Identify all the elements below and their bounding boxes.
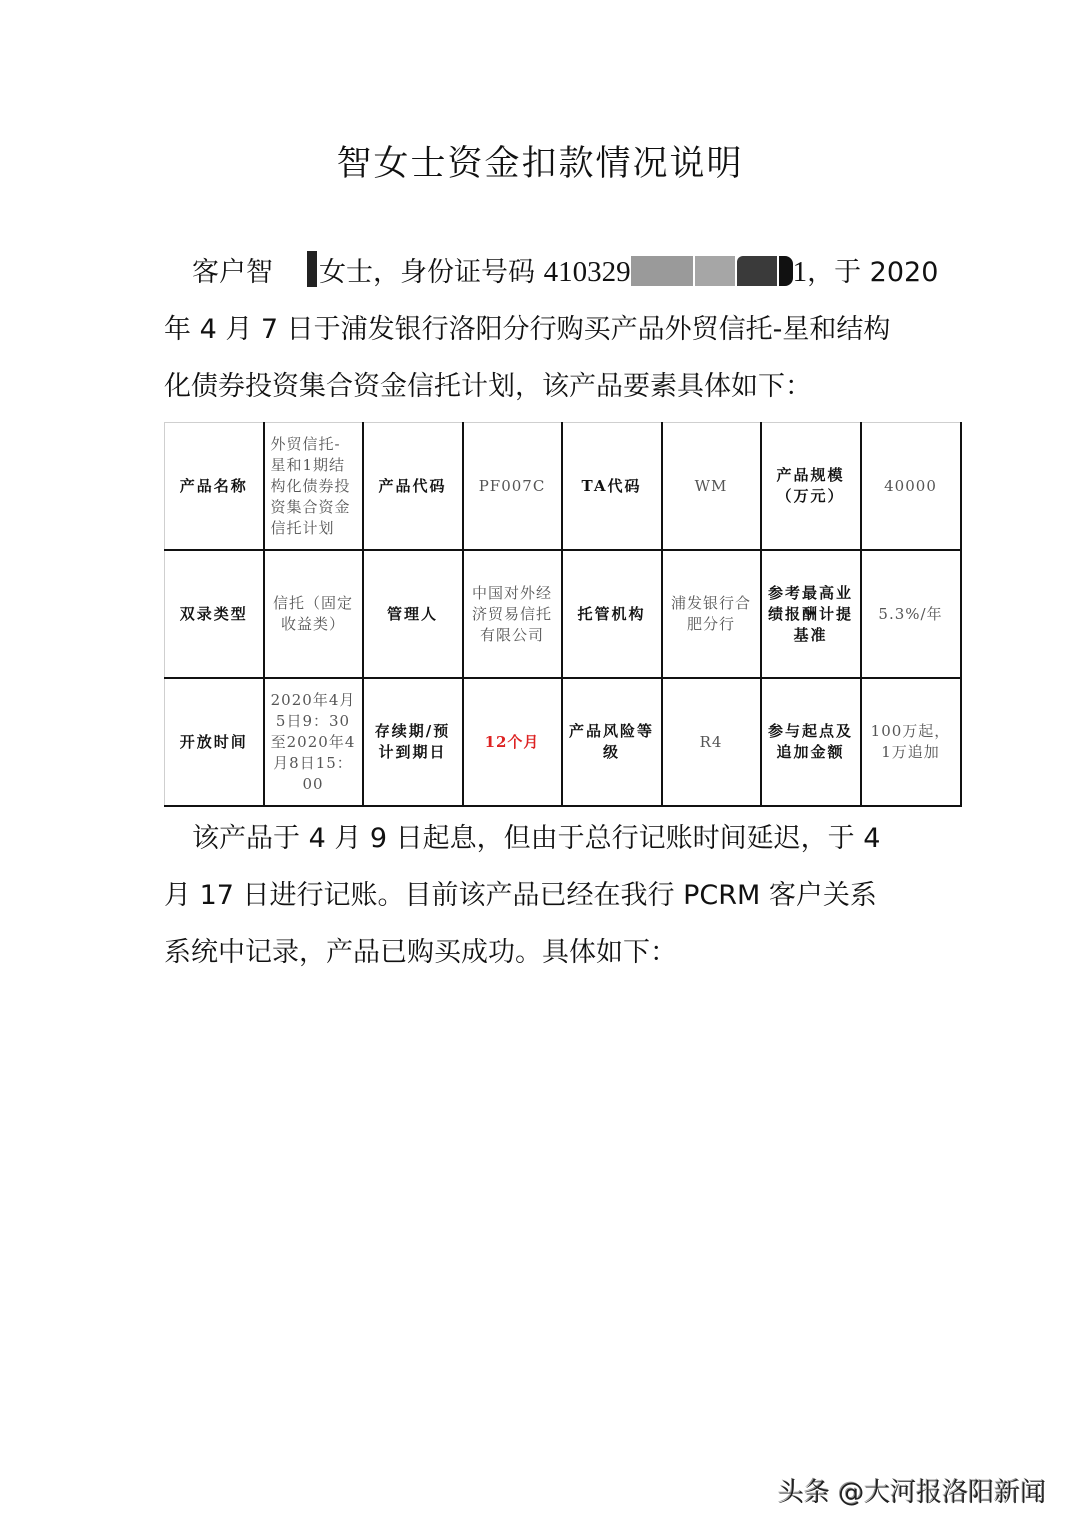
label-product-code: 产品代码 bbox=[363, 423, 463, 551]
status-line-2: 月 17 日进行记账。目前该产品已经在我行 PCRM 客户关系 bbox=[164, 880, 877, 911]
label-open-time: 开放时间 bbox=[165, 678, 264, 806]
label-product-scale: 产品规模（万元） bbox=[761, 423, 861, 551]
value-ta-code: WM bbox=[662, 423, 761, 551]
value-min-investment: 100万起，1万追加 bbox=[861, 678, 961, 806]
label-custodian: 托管机构 bbox=[562, 550, 662, 678]
intro-line-1 bbox=[164, 244, 939, 301]
value-product-name: 外贸信托-星和1期结构化债券投资集合资金信托计划 bbox=[264, 423, 363, 551]
status-line-1: 该产品于 4 月 9 日起息，但由于总行记账时间延迟，于 4 bbox=[192, 823, 881, 854]
table-row bbox=[165, 423, 961, 551]
redacted-id-block bbox=[631, 256, 693, 286]
redacted-id-block bbox=[695, 256, 735, 286]
source-watermark: 头条 @大河报洛阳新闻 bbox=[778, 1478, 1047, 1508]
table-row bbox=[165, 550, 961, 678]
value-product-scale: 40000 bbox=[861, 423, 961, 551]
id-suffix: 1 bbox=[792, 256, 808, 288]
intro-paragraph bbox=[164, 244, 939, 415]
label-manager: 管理人 bbox=[363, 550, 463, 678]
document-title: 智女士资金扣款情况说明 bbox=[336, 144, 744, 184]
value-duration: 12个月 bbox=[463, 678, 562, 806]
label-duration: 存续期/预计到期日 bbox=[363, 678, 463, 806]
label-min-investment: 参与起点及追加金额 bbox=[761, 678, 861, 806]
value-recording-type: 信托（固定收益类） bbox=[264, 550, 363, 678]
label-benchmark: 参考最高业绩报酬计提基准 bbox=[761, 550, 861, 678]
intro-line-2: 年 4 月 7 日于浦发银行洛阳分行购买产品外贸信托-星和结构 bbox=[164, 314, 891, 345]
purchase-year: ，于 2020 bbox=[807, 257, 939, 288]
value-product-code: PF007C bbox=[463, 423, 562, 551]
table-row bbox=[165, 678, 961, 806]
redacted-name bbox=[275, 251, 317, 287]
status-line-3: 系统中记录，产品已购买成功。具体如下： bbox=[164, 937, 677, 968]
customer-surname: 客户智 bbox=[192, 257, 273, 288]
label-product-name: 产品名称 bbox=[165, 423, 264, 551]
value-open-time: 2020年4月5日9：30至2020年4月8日15：00 bbox=[264, 678, 363, 806]
label-risk-level: 产品风险等级 bbox=[562, 678, 662, 806]
status-paragraph bbox=[164, 810, 924, 981]
product-spec-table bbox=[164, 422, 962, 807]
value-custodian: 浦发银行合肥分行 bbox=[662, 550, 761, 678]
value-risk-level: R4 bbox=[662, 678, 761, 806]
redacted-id-block bbox=[737, 256, 777, 286]
redacted-id-block bbox=[779, 256, 793, 286]
label-recording-type: 双录类型 bbox=[165, 550, 264, 678]
intro-line-3: 化债券投资集合资金信托计划，该产品要素具体如下： bbox=[164, 371, 812, 402]
id-prefix: 410329 bbox=[543, 256, 631, 288]
id-label: 女士，身份证号码 bbox=[319, 257, 544, 288]
value-manager: 中国对外经济贸易信托有限公司 bbox=[463, 550, 562, 678]
label-ta-code: TA代码 bbox=[562, 423, 662, 551]
value-benchmark: 5.3%/年 bbox=[861, 550, 961, 678]
